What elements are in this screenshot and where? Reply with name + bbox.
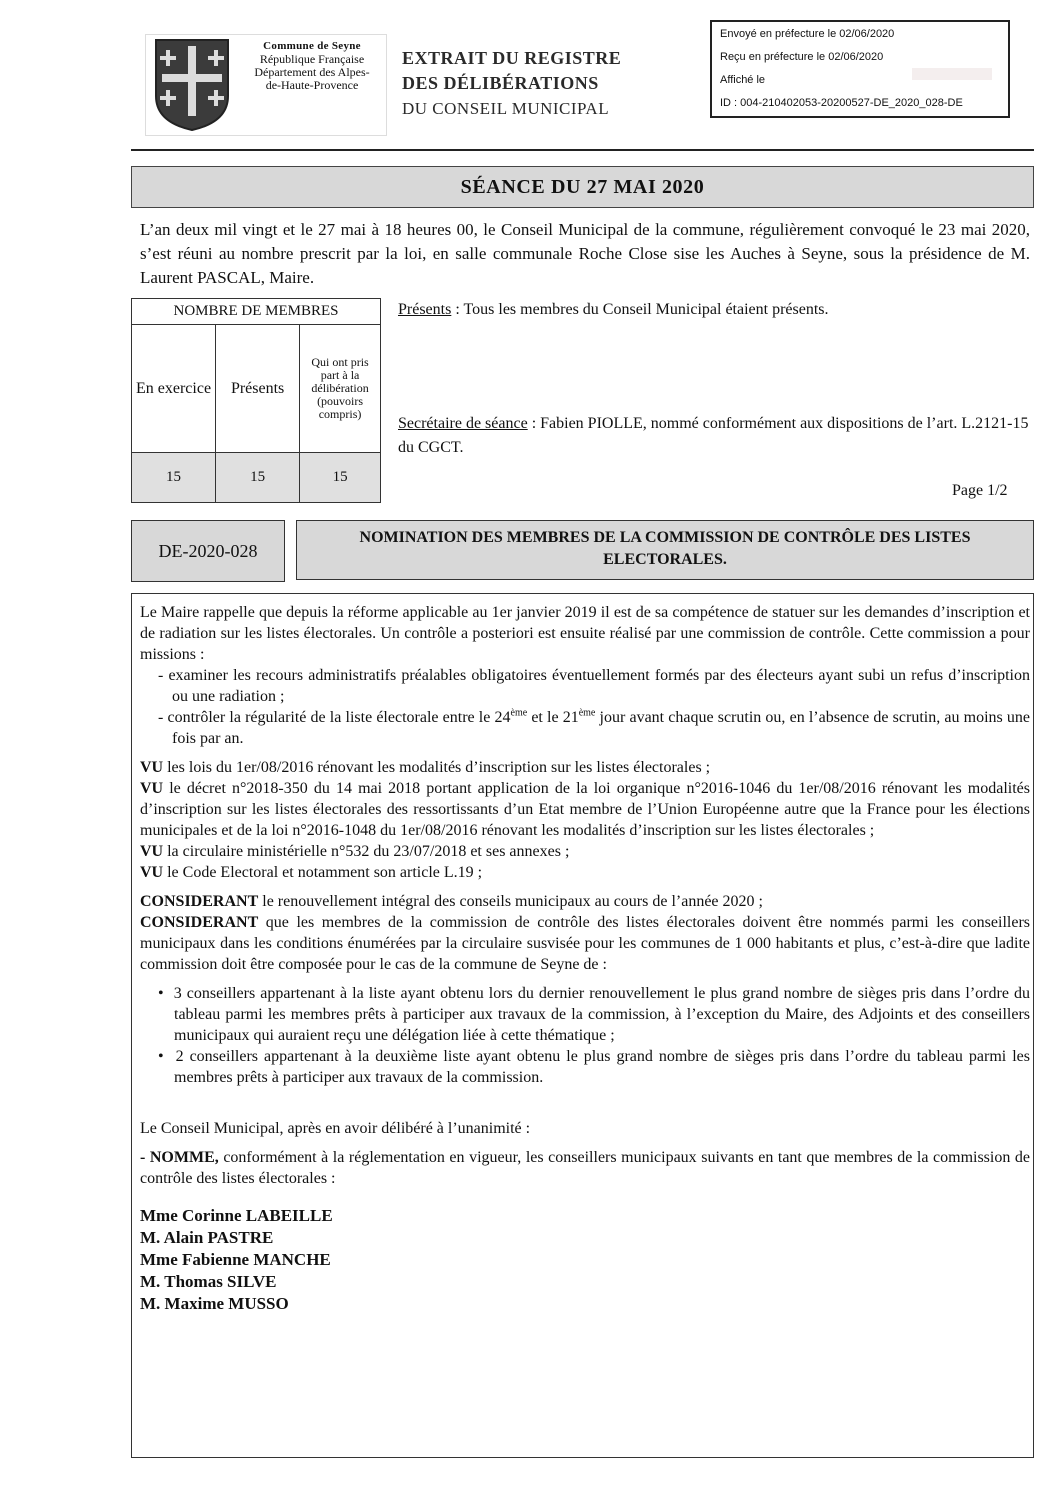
presents-text: : Tous les membres du Conseil Municipal étaient présents. bbox=[451, 301, 829, 318]
col-deliberation: Qui ont pris part à la délibération (pouvoirs compris) bbox=[300, 325, 381, 453]
vu-text: le Code Electoral et notamment son article L.19 ; bbox=[163, 864, 483, 881]
vu-item bbox=[140, 841, 1030, 862]
member-name: M. Maxime MUSSO bbox=[140, 1294, 289, 1313]
register-title-line: EXTRAIT DU REGISTRE bbox=[402, 48, 622, 68]
stamp-redaction bbox=[912, 68, 992, 80]
mission-sup: ème bbox=[510, 707, 528, 719]
col-en-exercice: En exercice bbox=[132, 325, 216, 453]
considerant-item bbox=[140, 912, 1030, 975]
deliberation-body bbox=[140, 602, 1030, 1315]
vu-text: les lois du 1er/08/2016 rénovant les modalités d’inscription sur les listes électorales ; bbox=[163, 759, 711, 776]
vu-item bbox=[140, 757, 1030, 778]
composition-text: 3 conseillers appartenant à la liste ayant obtenu lors du dernier renouvellement le plus grand nombre de sièges pris dans l’ordre du tableau parmi les membres prêts à participer aux travaux de la commission, à l’exception du Maire, des Adjoints et des conseillers municipaux qui auraient reçu une délégation liée à cette thématique ; bbox=[173, 985, 1030, 1044]
composition-item: • 2 conseillers appartenant à la deuxième liste ayant obtenu le plus grand nombre de sièges pris dans l’ordre du tableau parmi les membres prêts à participer aux travaux de la commission. bbox=[158, 1048, 1031, 1086]
header-divider bbox=[131, 149, 1034, 151]
mission-item bbox=[140, 707, 1030, 749]
commune-name: Commune de Seyne bbox=[263, 40, 361, 52]
member-name: Mme Corinne LABEILLE bbox=[140, 1206, 333, 1225]
mission-sup: ème bbox=[578, 707, 596, 719]
commune-line: de-Haute-Provence bbox=[265, 78, 359, 92]
stamp-recu: Reçu en préfecture le 02/06/2020 bbox=[720, 51, 884, 63]
conseil-decision: Le Conseil Municipal, après en avoir délibéré à l’unanimité : bbox=[140, 1120, 531, 1137]
vu-text: le décret n°2018-350 du 14 mai 2018 portant application de la loi organique n°2016-1046 du 1er/08/2016 rénovant les modalités d’inscription sur les listes électorales des ressortissants d’un Etat membre de l’Union Européenne autre que la France pour les élections municipales et de la loi n°2016-1048 du 1er/08/2016 rénovant les modalités d’inscription sur les listes électorales ; bbox=[140, 780, 1030, 839]
stamp-envoye: Envoyé en préfecture le 02/06/2020 bbox=[720, 28, 895, 40]
nomme-item bbox=[140, 1147, 1030, 1189]
vu-label: VU bbox=[140, 843, 164, 860]
page-number: Page 1/2 bbox=[952, 482, 1008, 499]
nomme-text: conformément à la réglementation en vigueur, les conseillers municipaux suivants en tant que membres de la commission de contrôle des listes électorales : bbox=[140, 1149, 1031, 1187]
stamp-id: ID : 004-210402053-20200527-DE_2020_028-DE bbox=[720, 97, 963, 109]
presents-label: Présents bbox=[398, 301, 452, 318]
nomme-label: - NOMME, bbox=[140, 1149, 219, 1166]
member-name: Mme Fabienne MANCHE bbox=[140, 1250, 331, 1269]
composition-text: 2 conseillers appartenant à la deuxième liste ayant obtenu le plus grand nombre de sièges pris dans l’ordre du tableau parmi les membres prêts à participer aux travaux de la commission. bbox=[174, 1048, 1031, 1086]
vu-text: la circulaire ministérielle n°532 du 23/07/2018 et ses annexes ; bbox=[163, 843, 570, 860]
members-header: NOMBRE DE MEMBRES bbox=[132, 299, 381, 325]
mission-text: et le 21 bbox=[527, 709, 579, 726]
value-en-exercice: 15 bbox=[132, 453, 216, 503]
secretaire-line bbox=[398, 412, 1038, 460]
value-presents: 15 bbox=[216, 453, 300, 503]
register-title-line: DES DÉLIBÉRATIONS bbox=[402, 73, 599, 93]
member-name: M. Alain PASTRE bbox=[140, 1228, 274, 1247]
members-table bbox=[131, 298, 381, 503]
considerant-label: CONSIDERANT bbox=[140, 893, 259, 910]
vu-label: VU bbox=[140, 780, 164, 797]
vu-item bbox=[140, 778, 1030, 841]
body-intro: Le Maire rappelle que depuis la réforme applicable au 1er janvier 2019 il est de sa compétence de statuer sur les demandes d’inscription et de radiation sur les listes électorales. Un contrôle a posteriori est ensuite réalisé par une commission de contrôle. Cette commission a pour missions : bbox=[140, 604, 1030, 663]
commune-block bbox=[242, 40, 382, 92]
considerant-text: que les membres de la commission de contrôle des listes électorales doivent être nommés parmi les conseillers municipaux dans les conditions énumérées par la circulaire susvisée pour les communes de 1 000 habitants et plus, c’est-à-dire que ladite commission doit être composée pour le cas de la commune de Seyne de : bbox=[140, 914, 1030, 973]
vu-label: VU bbox=[140, 759, 164, 776]
stamp-affiche: Affiché le bbox=[720, 74, 766, 86]
seance-intro: L’an deux mil vingt et le 27 mai à 18 heures 00, le Conseil Municipal de la commune, régulièrement convoqué le 23 mai 2020, s’est réuni au nombre prescrit par la loi, en salle communale Roche Close sise les Auches à Seyne, sous la présidence de M. Laurent PASCAL, Maire. bbox=[140, 220, 1030, 287]
col-presents: Présents bbox=[216, 325, 300, 453]
considerant-item bbox=[140, 891, 1030, 912]
secretaire-label: Secrétaire de séance bbox=[398, 415, 528, 432]
commune-crest-icon bbox=[152, 36, 232, 132]
secretaire-text: : Fabien PIOLLE, nommé conformément aux dispositions de l’art. L.2121-15 du CGCT. bbox=[398, 415, 1029, 456]
considerant-label: CONSIDERANT bbox=[140, 914, 259, 931]
presents-line bbox=[398, 298, 1038, 322]
commune-line: Département des Alpes- bbox=[254, 65, 370, 79]
vu-item bbox=[140, 862, 1030, 883]
member-name: M. Thomas SILVE bbox=[140, 1272, 277, 1291]
seance-title: SÉANCE DU 27 MAI 2020 bbox=[131, 166, 1034, 208]
members-names bbox=[140, 1205, 1030, 1315]
commune-line: République Française bbox=[259, 52, 365, 66]
composition-item: • 3 conseillers appartenant à la liste ayant obtenu lors du dernier renouvellement le plus grand nombre de sièges pris dans l’ordre du tableau parmi les membres prêts à participer aux travaux de la commission, à l’exception du Maire, des Adjoints et des conseillers municipaux qui auraient reçu une délégation liée à cette thématique ; bbox=[158, 985, 1030, 1044]
deliberation-title: NOMINATION DES MEMBRES DE LA COMMISSION DE CONTRÔLE DES LISTES ELECTORALES. bbox=[296, 520, 1034, 580]
mission-text: - contrôler la régularité de la liste électorale entre le 24 bbox=[158, 709, 511, 726]
register-title bbox=[402, 46, 662, 121]
deliberation-code: DE-2020-028 bbox=[131, 520, 285, 582]
register-title-line: DU CONSEIL MUNICIPAL bbox=[402, 99, 610, 118]
mission-item: - examiner les recours administratifs préalables obligatoires éventuellement formés par des électeurs ayant subi un refus d’inscription ou une radiation ; bbox=[158, 667, 1030, 705]
mission-text: jour avant chaque scrutin ou, en l’absence de scrutin, au moins une fois par an. bbox=[172, 709, 1030, 747]
vu-label: VU bbox=[140, 864, 164, 881]
considerant-text: le renouvellement intégral des conseils municipaux au cours de l’année 2020 ; bbox=[258, 893, 763, 910]
value-deliberation: 15 bbox=[300, 453, 381, 503]
